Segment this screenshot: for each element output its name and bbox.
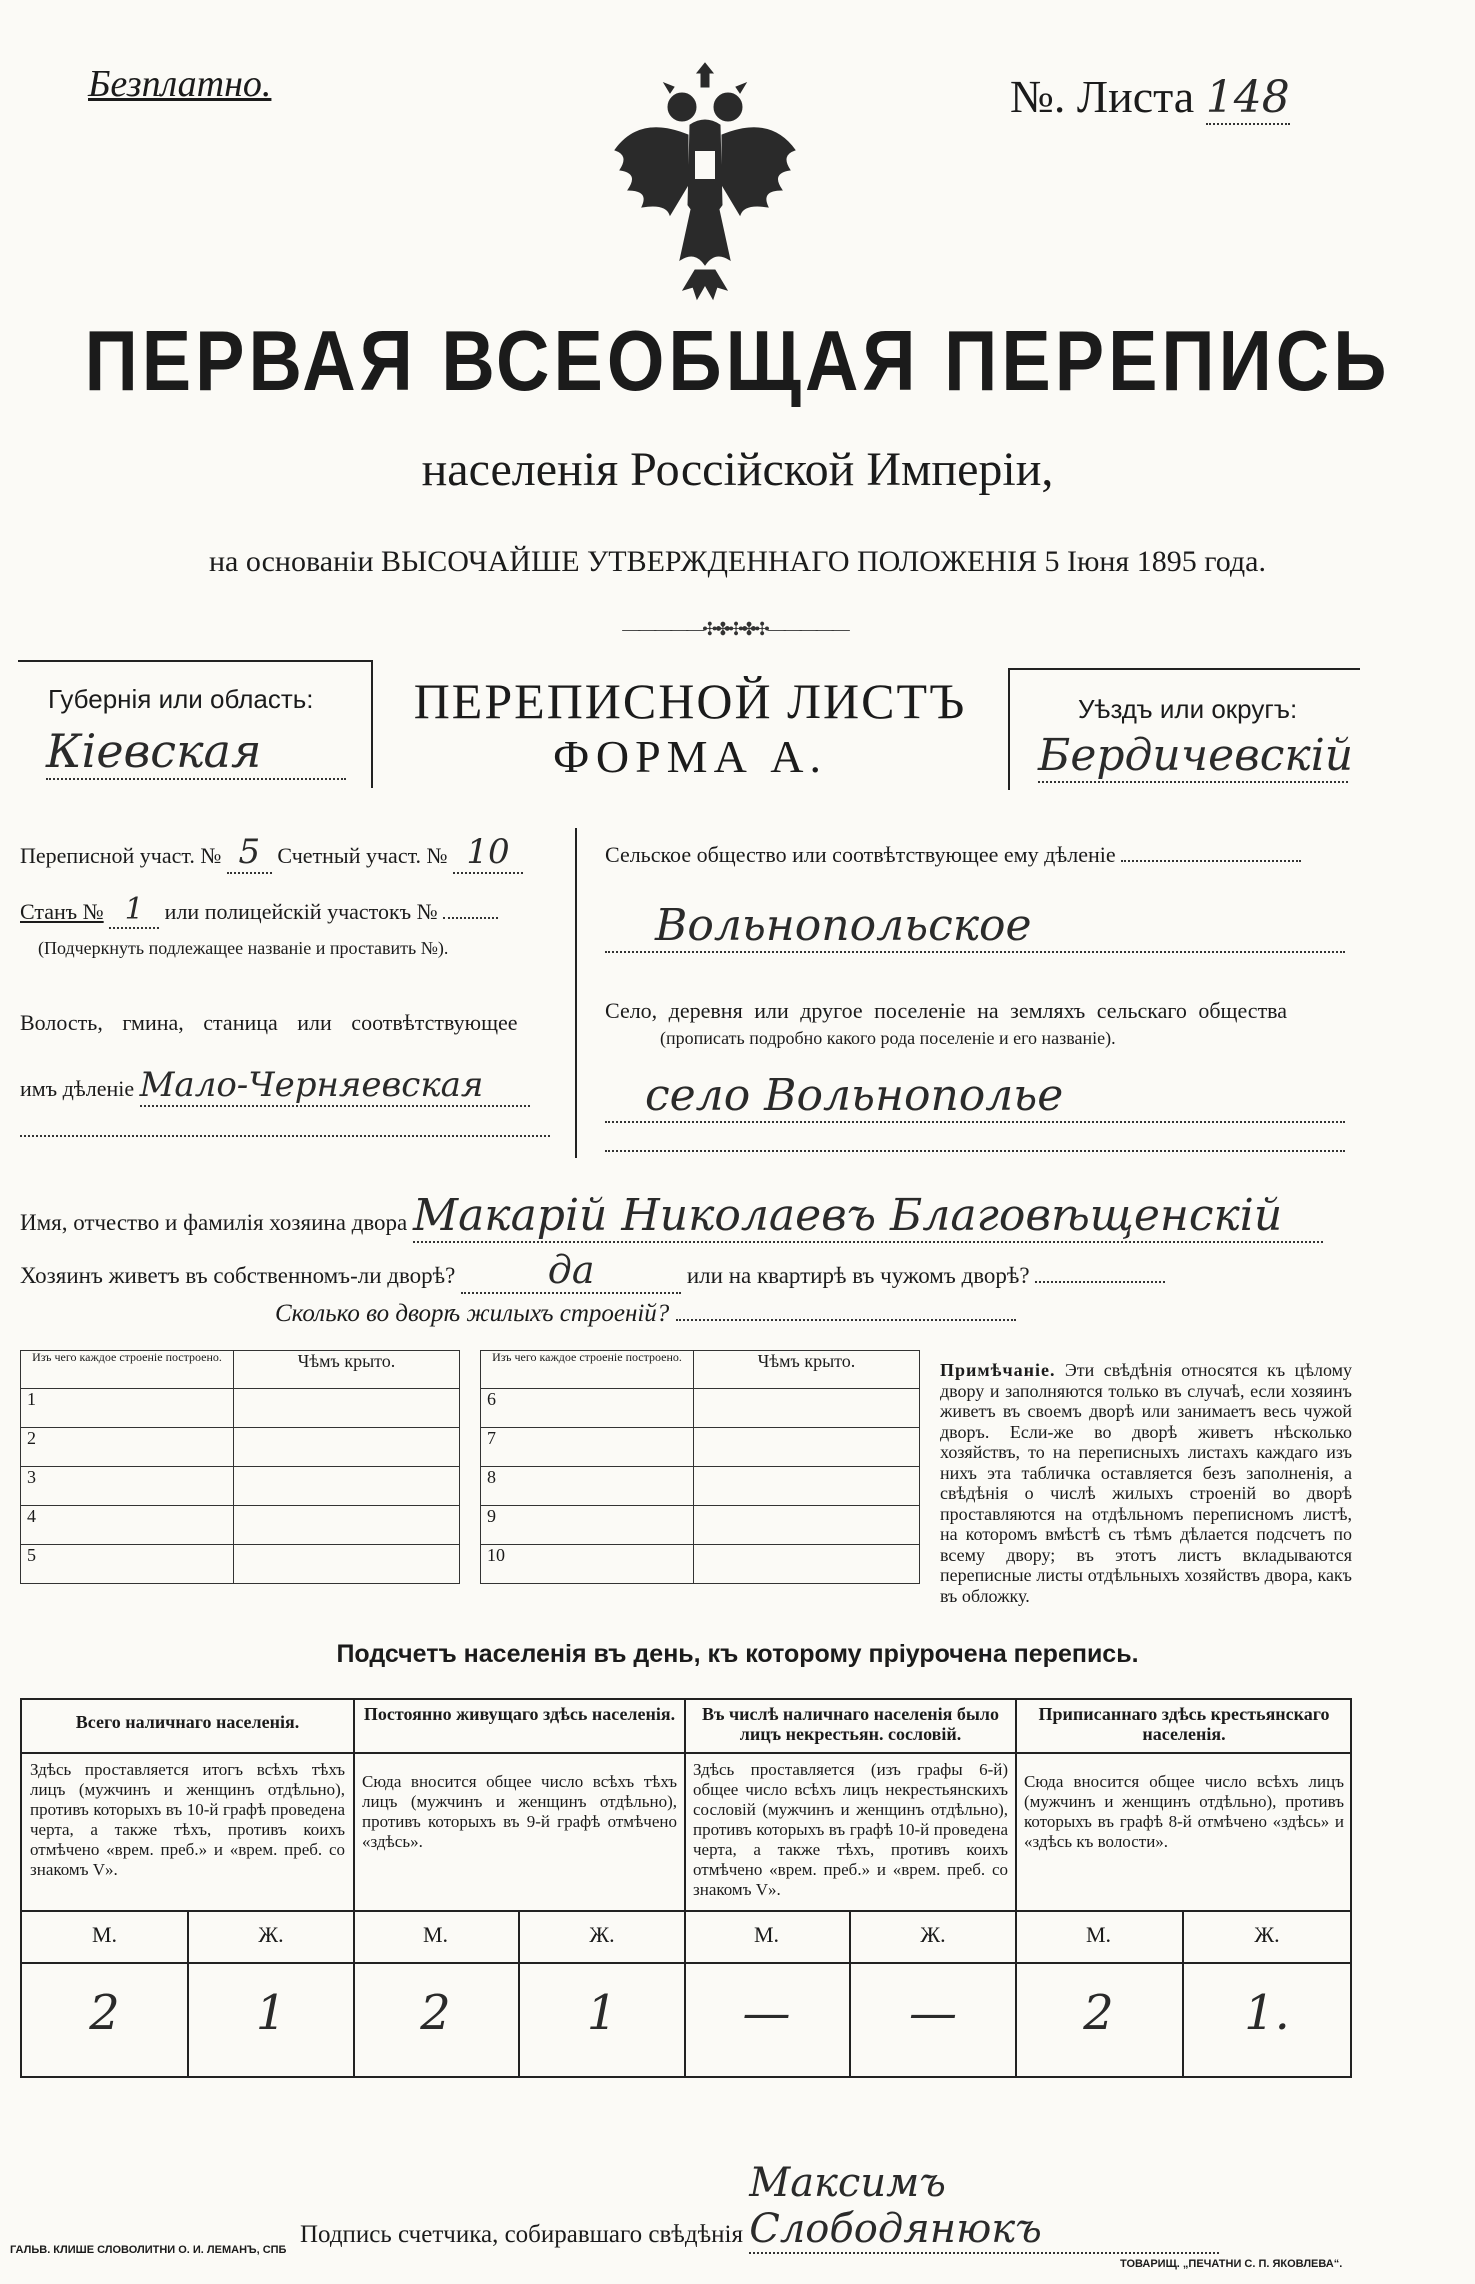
buildings-table-left: [20, 1350, 460, 1584]
count-col-2-female[interactable]: 1: [586, 1985, 618, 2041]
volost-value[interactable]: Мало-Черняевская: [140, 1065, 530, 1107]
perepis-uchast-label: Переписной участ. №: [20, 843, 222, 868]
male-label: М.: [1085, 1922, 1112, 1947]
col-roof-header: Чѣмъ крыто.: [234, 1351, 460, 1389]
form-name: ФОРМА А.: [552, 731, 828, 782]
building-row-number: 10: [481, 1545, 694, 1584]
society-label: Сельское общество или соотвѣтствующее ему дѣленіе: [605, 842, 1116, 867]
owner-name-value[interactable]: Макарій Николаевъ Благовѣщенскій: [413, 1190, 1323, 1243]
village-label: Село, деревня или другое поселеніе на земляхъ сельскаго общества: [605, 998, 1288, 1023]
society-value[interactable]: Вольнопольское: [605, 900, 1345, 953]
building-row-number: 5: [21, 1545, 234, 1584]
building-row-number: 4: [21, 1506, 234, 1545]
underline-note: (Подчеркнуть подлежащее названіе и проставить №).: [38, 938, 449, 958]
building-row-number: 2: [21, 1428, 234, 1467]
count-col-1-female[interactable]: 1: [255, 1985, 287, 2041]
building-roof-cell[interactable]: [234, 1467, 460, 1506]
free-label: Безплатно.: [88, 63, 272, 105]
police-label: или полицейскій участокъ №: [164, 899, 438, 924]
buildings-table-right: [480, 1350, 920, 1584]
count-text-line: [22, 1910, 1350, 1912]
owner-name-label: Имя, отчество и фамилія хозяина двора: [20, 1210, 408, 1235]
count-col-2-text: Сюда вносится общее число всѣхъ тѣхъ лицъ (мужчинъ и женщинъ отдѣльно), противъ которыхъ въ 9-й графѣ отмѣчено «здѣсь».: [362, 1772, 677, 1851]
perepis-row: [20, 832, 523, 874]
police-value[interactable]: [443, 917, 498, 919]
note-block: [940, 1360, 1352, 1606]
col-material-header: Изъ чего каждое строеніе построено.: [21, 1351, 234, 1389]
sub-title: населенія Россійской Имперіи,: [421, 443, 1054, 496]
count-col-1-male[interactable]: 2: [89, 1985, 120, 2041]
col-material-header: Изъ чего каждое строеніе построено.: [481, 1351, 694, 1389]
building-roof-cell[interactable]: [694, 1467, 920, 1506]
form-title: ПЕРЕПИСНОЙ ЛИСТЪ: [413, 673, 967, 729]
count-col-3-text: Здѣсь проставляется (изъ графы 6-й) общее число всѣхъ лицъ некрестьянскихъ сословій (мужчинъ и женщинъ отдѣльно), противъ которыхъ въ графѣ 10-й проведена черта, а также тѣхъ, противъ коихъ отмѣчено «врем. преб.» и «врем. преб. со знакомъ V».: [693, 1760, 1008, 1899]
perepis-uchast-value[interactable]: 5: [227, 832, 272, 874]
signature-label: Подпись счетчика, собиравшаго свѣдѣнія: [300, 2221, 743, 2248]
count-col-3-male[interactable]: —: [742, 1985, 791, 2041]
gubernia-value[interactable]: Кіевская: [46, 724, 346, 780]
count-col-4-male[interactable]: 2: [1083, 1985, 1114, 2041]
count-col-2-header: Постоянно живущаго здѣсь населенія.: [363, 1704, 676, 1724]
building-row-number: 1: [21, 1389, 234, 1428]
volost-extra-line[interactable]: [20, 1135, 550, 1137]
building-roof-cell[interactable]: [234, 1428, 460, 1467]
building-row-number: 9: [481, 1506, 694, 1545]
female-label: Ж.: [920, 1922, 946, 1947]
count-header-line: [22, 1752, 1350, 1754]
count-col-4-header: Приписаннаго здѣсь крестьянскаго населенія.: [1038, 1704, 1330, 1744]
female-label: Ж.: [258, 1922, 284, 1947]
column-divider: [575, 828, 577, 1158]
stan-label: Станъ №: [20, 899, 104, 924]
owner-lives-label: Хозяинъ живетъ въ собственномъ-ли дворѣ?: [20, 1263, 456, 1288]
building-row-number: 8: [481, 1467, 694, 1506]
count-col-4-text: Сюда вносится общее число всѣхъ лицъ (мужчинъ и женщинъ отдѣльно), противъ которыхъ въ графѣ 8-й отмѣчено «здѣсь» и «здѣсь къ волости».: [1024, 1772, 1344, 1851]
col-roof-header: Чѣмъ крыто.: [694, 1351, 920, 1389]
society-dots: [1121, 860, 1301, 862]
gubernia-box: [18, 660, 373, 788]
stan-row: [20, 892, 498, 929]
note-heading: Примѣчаніе.: [940, 1360, 1056, 1380]
note-text: Эти свѣдѣнія относятся къ цѣлому двору и заполняются только въ случаѣ, если хозяинъ живетъ въ своемъ дворѣ или занимаетъ весь чужой дворъ. Если-же во дворѣ живетъ нѣсколько хозяйствъ, то на переписныхъ листахъ каждаго изъ нихъ эта табличка оставляется безъ заполненія, а свѣдѣнія о числѣ жилыхъ строеній во дворѣ проставляются на отдѣльномъ переписномъ листѣ, на которомъ вмѣстѣ съ тѣмъ дѣлается подсчетъ по всему двору; въ этотъ листъ вкладываются переписные листы отдѣльныхъ хозяйствъ двора, какъ въ обложку.: [940, 1360, 1353, 1606]
buildings-question: Сколько во дворѣ жилыхъ строеній?: [275, 1300, 670, 1327]
village-extra-line[interactable]: [605, 1150, 1345, 1152]
uezd-value[interactable]: Бердичевскій: [1038, 730, 1354, 781]
gubernia-label: Губернія или область:: [48, 684, 314, 714]
owner-name-row: [20, 1190, 1323, 1243]
buildings-answer[interactable]: [676, 1319, 1016, 1321]
sheet-number: [1010, 70, 1290, 123]
buildings-question-row: [275, 1300, 1016, 1328]
count-col-1-header: Всего наличнаго населенія.: [75, 1712, 300, 1732]
male-label: М.: [91, 1922, 118, 1947]
signature-value[interactable]: Максимъ Слободянюкъ: [749, 2160, 1219, 2254]
count-col-1-text: Здѣсь проставляется итогъ всѣхъ тѣхъ лицъ (мужчинъ и женщинъ отдѣльно), противъ которыхъ въ 10-й графѣ проведена черта, а также тѣхъ, противъ коихъ отмѣчено «врем. преб.» и «врем. преб. со знакомъ V».: [30, 1760, 345, 1879]
building-roof-cell[interactable]: [694, 1545, 920, 1584]
count-table: [20, 1698, 1352, 2078]
schetny-uchast-label: Счетный участ. №: [277, 843, 448, 868]
basis-line: на основаніи ВЫСОЧАЙШЕ УТВЕРЖДЕННАГО ПОЛОЖЕНІЯ 5 Іюня 1895 года.: [209, 545, 1266, 578]
count-col-4-female[interactable]: 1.: [1244, 1985, 1290, 2041]
owner-apartment-label: или на квартирѣ въ чужомъ дворѣ?: [686, 1263, 1030, 1288]
footer-left: ГАЛЬВ. КЛИШЕ СЛОВОЛИТНИ О. И. ЛЕМАНЪ, СПБ: [10, 2244, 287, 2256]
building-roof-cell[interactable]: [234, 1506, 460, 1545]
volost-row: [20, 1065, 530, 1107]
count-mf-line: [22, 1962, 1350, 1964]
village-note: (прописать подробно какого рода поселеніе и его названіе).: [660, 1028, 1116, 1048]
sheet-number-label: №. Листа: [1010, 71, 1195, 122]
owner-apartment-value[interactable]: [1035, 1281, 1165, 1283]
building-roof-cell[interactable]: [694, 1506, 920, 1545]
ornament-divider: —————✣✤✣✤✣—————: [622, 619, 848, 639]
imperial-eagle-emblem: [600, 55, 810, 305]
building-roof-cell[interactable]: [234, 1545, 460, 1584]
count-col-2-male[interactable]: 2: [420, 1985, 451, 2041]
volost-label: Волость, гмина, станица или соотвѣтствующее: [20, 1010, 518, 1035]
footer-right: ТОВАРИЩ. „ПЕЧАТНИ С. П. ЯКОВЛЕВА“.: [1120, 2258, 1343, 2270]
owner-lives-row: [20, 1248, 1165, 1294]
count-col-3-header: Въ числѣ наличнаго населенія было лицъ некрестьян. сословій.: [701, 1704, 1000, 1744]
volost-label-2: имъ дѣленіе: [20, 1076, 135, 1101]
uezd-box: [1008, 668, 1360, 790]
sheet-number-value: 148: [1205, 72, 1290, 123]
male-label: М.: [422, 1922, 449, 1947]
village-value[interactable]: село Вольнополье: [605, 1070, 1345, 1123]
count-col-3-female[interactable]: —: [909, 1985, 957, 2041]
stan-value[interactable]: 1: [109, 892, 159, 929]
society-row: [605, 842, 1301, 868]
uezd-label: Уѣздъ или округъ:: [1078, 694, 1298, 724]
owner-lives-value[interactable]: да: [461, 1248, 681, 1294]
female-label: Ж.: [1254, 1922, 1280, 1947]
building-roof-cell[interactable]: [234, 1389, 460, 1428]
count-title: Подсчетъ населенія въ день, къ которому пріурочена перепись.: [336, 1640, 1139, 1668]
building-row-number: 7: [481, 1428, 694, 1467]
building-row-number: 6: [481, 1389, 694, 1428]
main-title: ПЕРВАЯ ВСЕОБЩАЯ ПЕРЕПИСЬ: [84, 312, 1391, 409]
signature-row: [300, 2160, 1219, 2254]
building-roof-cell[interactable]: [694, 1428, 920, 1467]
building-row-number: 3: [21, 1467, 234, 1506]
schetny-uchast-value[interactable]: 10: [453, 832, 523, 874]
female-label: Ж.: [589, 1922, 615, 1947]
building-roof-cell[interactable]: [694, 1389, 920, 1428]
male-label: М.: [753, 1922, 780, 1947]
